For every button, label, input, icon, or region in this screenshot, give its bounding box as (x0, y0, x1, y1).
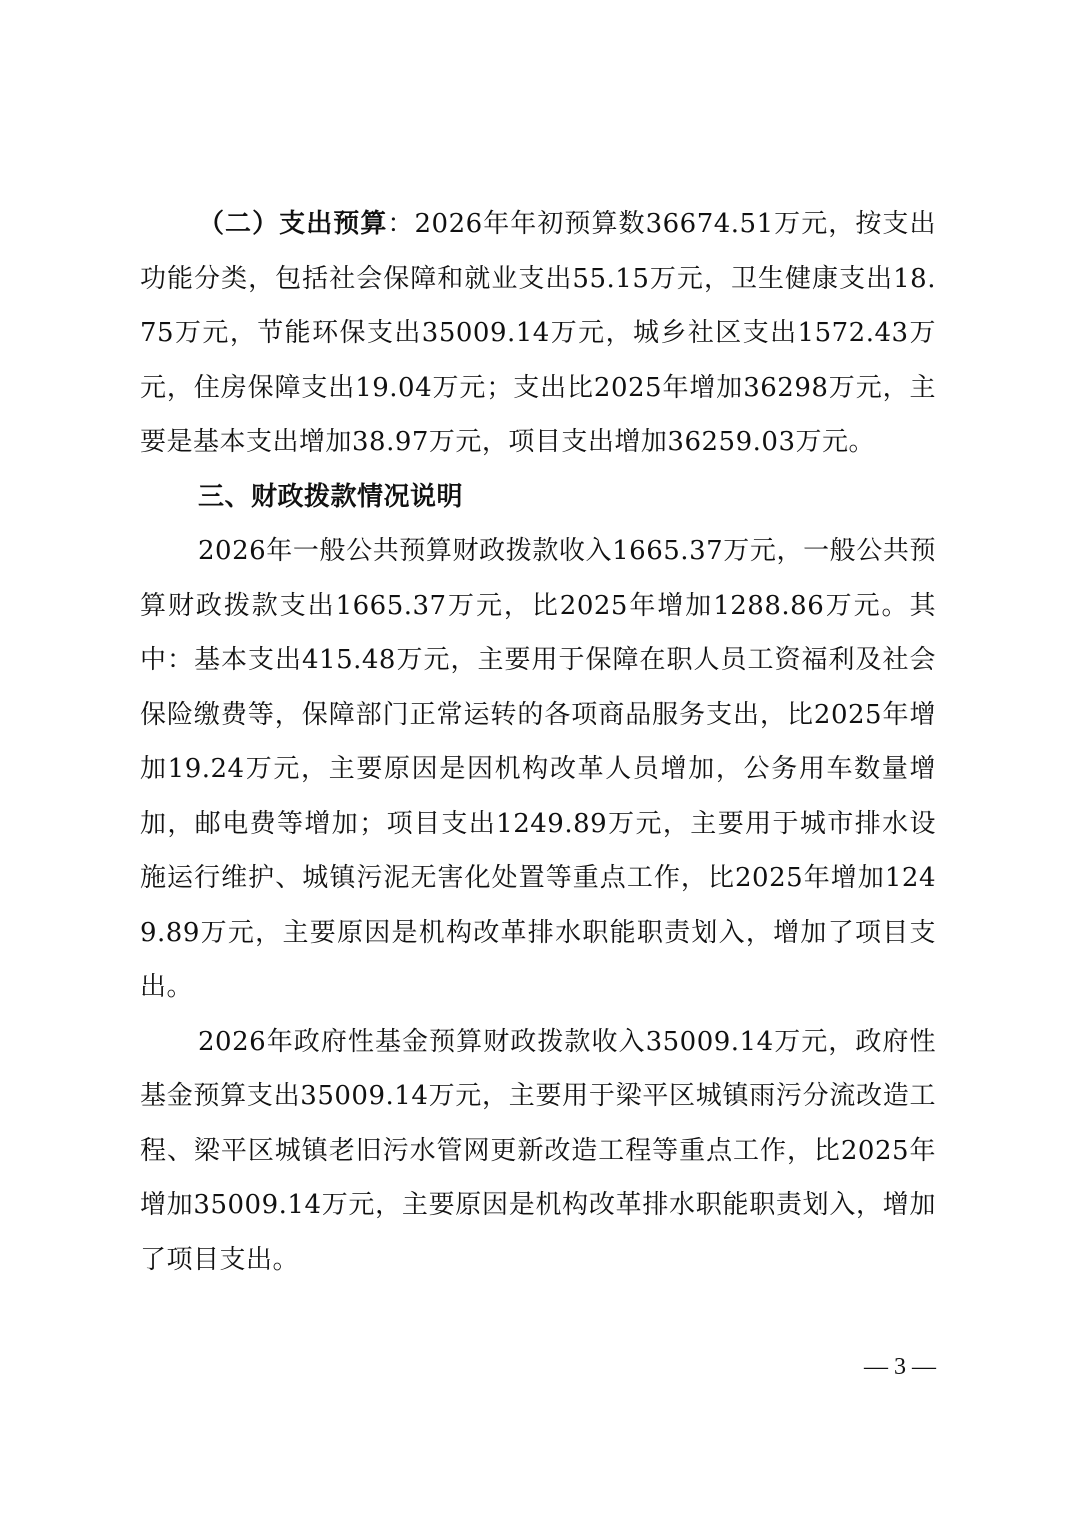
government-fund-paragraph: 2026年政府性基金预算财政拨款收入35009.14万元，政府性基金预算支出35009.14万元，主要用于梁平区城镇雨污分流改造工程、梁平区城镇老旧污水管网更新改造工程等重点工作，比2025年增加35009.14万元，主要原因是机构改革排水职能职责划入，增加了项目支出。 (140, 1026, 936, 1275)
document-body (140, 197, 936, 1287)
general-budget-paragraph: 2026年一般公共预算财政拨款收入1665.37万元，一般公共预算财政拨款支出1665.37万元，比2025年增加1288.86万元。其中：基本支出415.48万元，主要用于保障在职人员工资福利及社会保险缴费等，保障部门正常运转的各项商品服务支出，比2025年增加19.24万元，主要原因是因机构改革人员增加，公务用车数量增加，邮电费等增加；项目支出1249.89万元，主要用于城市排水设施运行维护、城镇污泥无害化处置等重点工作，比2025年增加1249.89万元，主要原因是机构改革排水职能职责划入，增加了项目支出。 (140, 536, 936, 1002)
expenditure-budget-paragraph (140, 197, 936, 470)
expenditure-budget-text: ：2026年年初预算数36674.51万元，按支出功能分类，包括社会保障和就业支出55.15万元，卫生健康支出18.75万元，节能环保支出35009.14万元，城乡社区支出1572.43万元，住房保障支出19.04万元；支出比2025年增加36298万元，主要是基本支出增加38.97万元，项目支出增加36259.03万元。 (140, 209, 936, 457)
section-three-heading: 三、财政拨款情况说明 (198, 481, 464, 512)
page-number: — 3 — (864, 1354, 936, 1380)
expenditure-budget-label: （二）支出预算 (198, 209, 388, 239)
